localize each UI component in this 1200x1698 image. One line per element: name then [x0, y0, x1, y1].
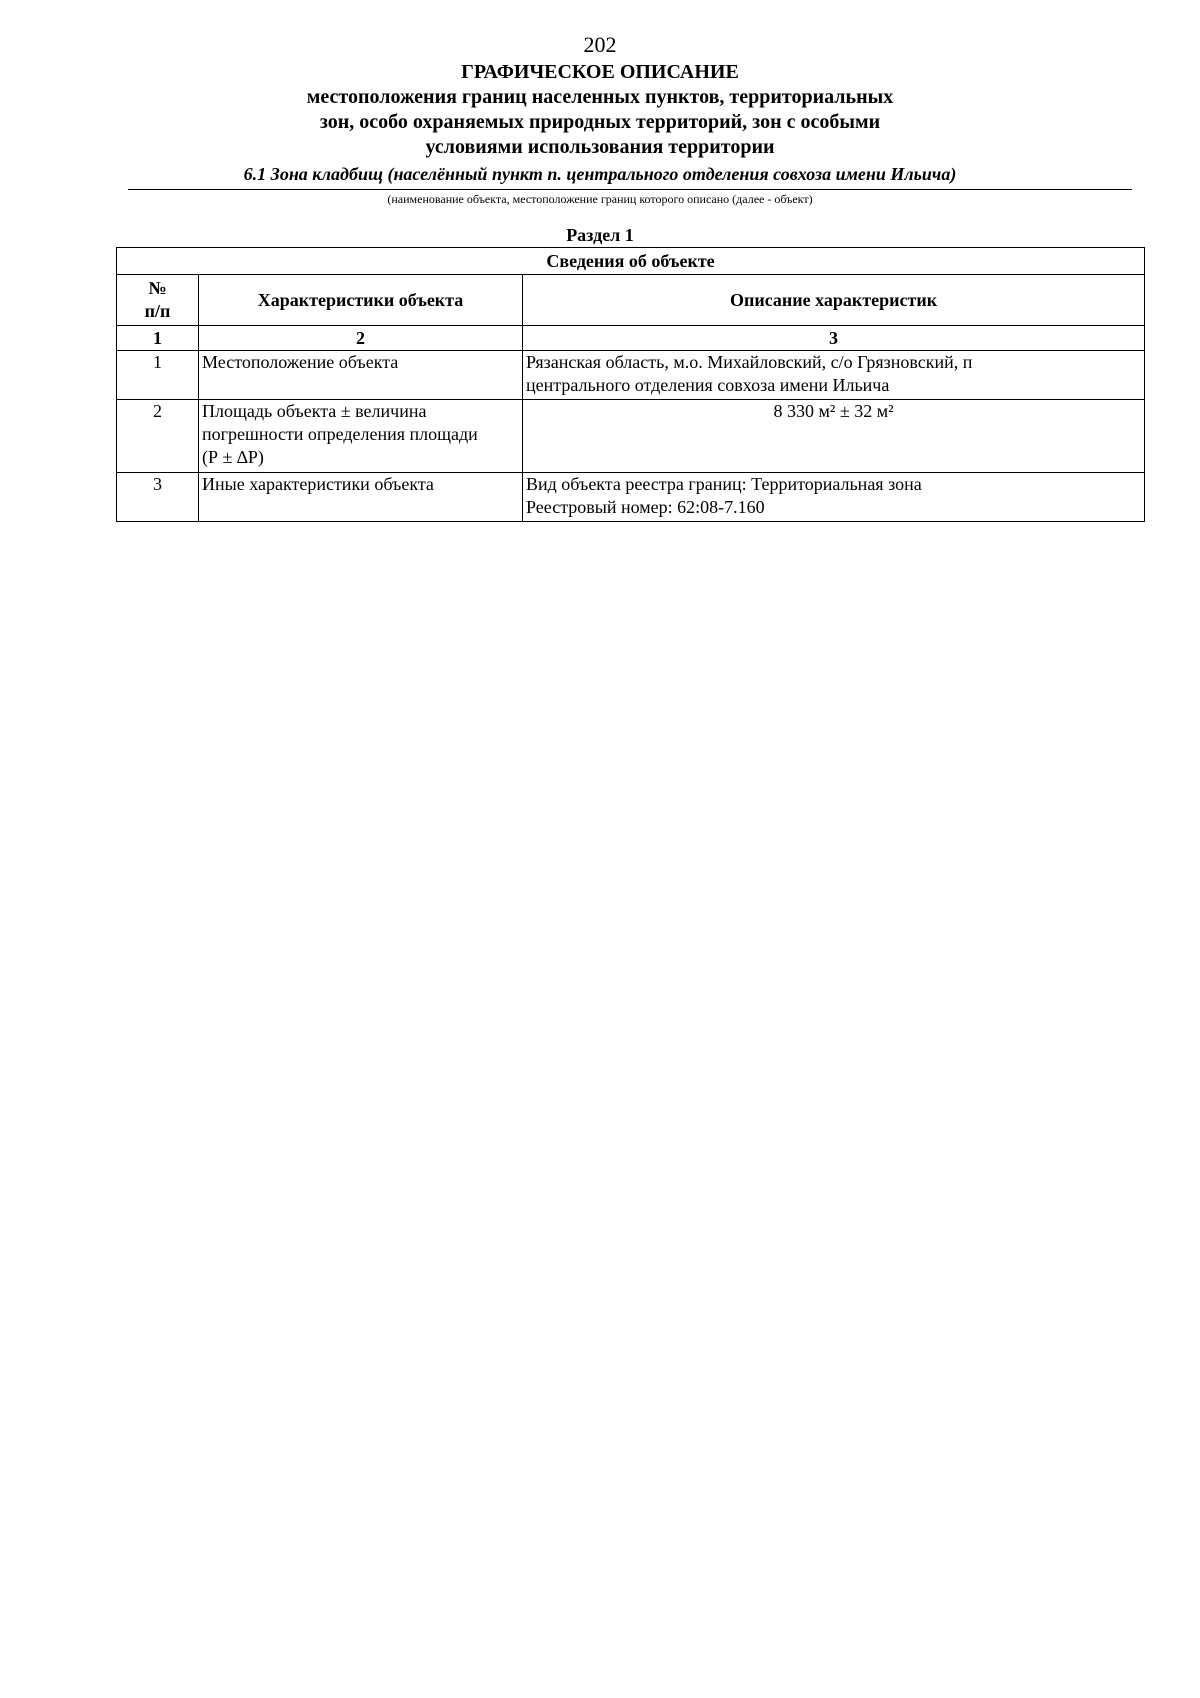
table-caption-row	[117, 248, 1145, 275]
column-index: 3	[523, 326, 1145, 351]
section-title: Раздел 1	[566, 225, 634, 245]
table-index-row	[117, 326, 1145, 351]
document-title: ГРАФИЧЕСКОЕ ОПИСАНИЕ	[461, 61, 739, 83]
row-description-line: Реестровый номер: 62:08-7.160	[526, 497, 765, 517]
row-characteristic: Местоположение объекта	[199, 351, 523, 400]
column-header-characteristic: Характеристики объекта	[199, 275, 523, 326]
table-caption: Сведения об объекте	[117, 248, 1145, 275]
row-description	[523, 473, 1145, 522]
document-header	[0, 60, 1200, 160]
row-characteristic-line: погрешности определения площади	[202, 424, 478, 444]
column-index: 2	[199, 326, 523, 351]
object-name-caption: (наименование объекта, местоположение границ которого описано (далее - объект)	[387, 192, 813, 206]
object-info-table	[116, 247, 1145, 522]
row-description-line: Рязанская область, м.о. Михайловский, с/о Грязновский, п	[526, 352, 973, 372]
document-subtitle-line: условиями использования территории	[425, 136, 775, 158]
row-characteristic-line: Площадь объекта ± величина	[202, 401, 427, 421]
row-description-line: Вид объекта реестра границ: Территориальная зона	[526, 474, 922, 494]
column-index: 1	[117, 326, 199, 351]
table-row	[117, 473, 1145, 522]
table-row	[117, 351, 1145, 400]
page-number: 202	[583, 32, 617, 57]
table-header-row	[117, 275, 1145, 326]
document-subtitle-line: зон, особо охраняемых природных территорий, зон с особыми	[319, 111, 881, 133]
row-characteristic: Иные характеристики объекта	[199, 473, 523, 522]
row-description: 8 330 м² ± 32 м²	[523, 400, 1145, 473]
row-number: 3	[117, 473, 199, 522]
row-description-line: центрального отделения совхоза имени Ильича	[526, 375, 890, 395]
object-name-underline	[128, 189, 1132, 190]
column-header-num	[117, 275, 199, 326]
column-header-num-line: п/п	[144, 301, 171, 321]
table-row	[117, 400, 1145, 473]
row-characteristic-line: (Р ± ∆Р)	[202, 447, 264, 467]
object-name: 6.1 Зона кладбищ (населённый пункт п. центрального отделения совхоза имени Ильича)	[243, 164, 957, 184]
document-subtitle-line: местоположения границ населенных пунктов, территориальных	[306, 86, 894, 108]
row-number: 2	[117, 400, 199, 473]
row-description	[523, 351, 1145, 400]
row-characteristic	[199, 400, 523, 473]
row-number: 1	[117, 351, 199, 400]
column-header-num-line: №	[148, 278, 167, 298]
column-header-description: Описание характеристик	[523, 275, 1145, 326]
